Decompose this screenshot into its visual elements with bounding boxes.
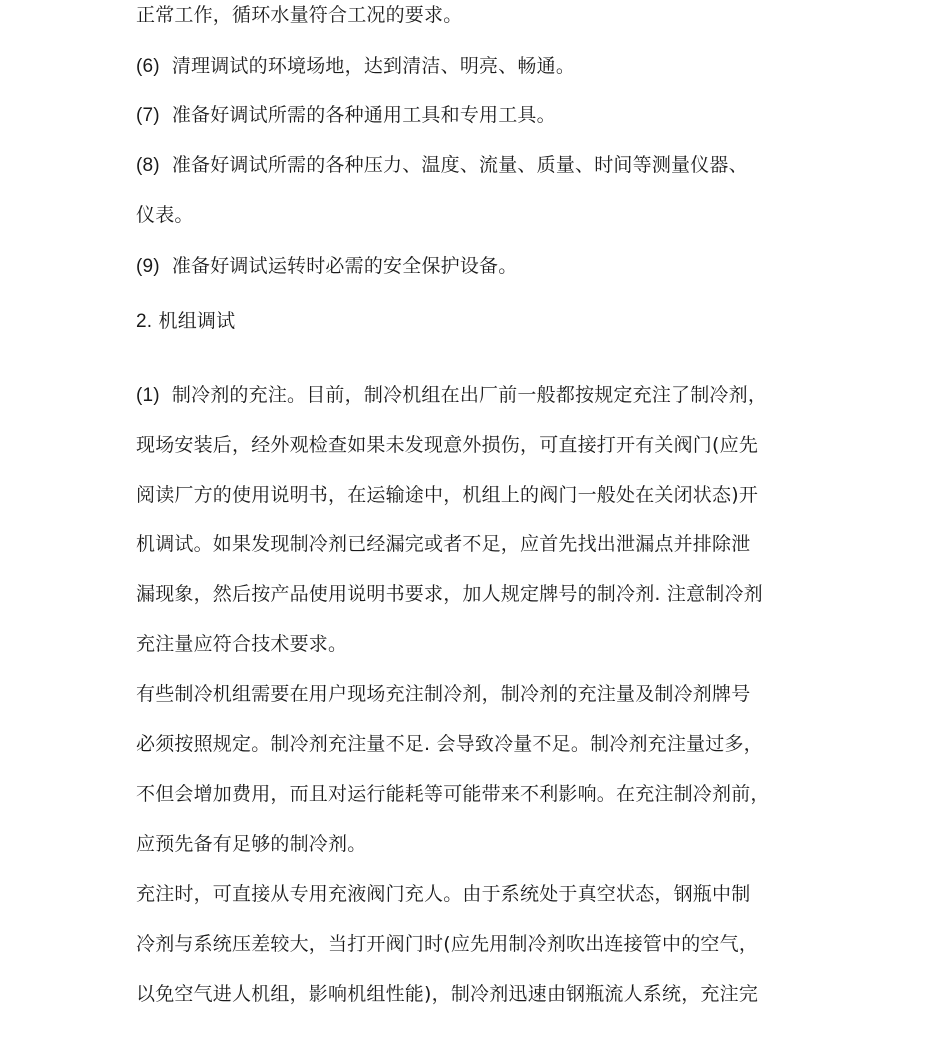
line-text: 阅读厂方的使用说明书，在运输途中，机组上的阀门一般处在关闭状态)开 xyxy=(136,484,759,506)
paragraph-line xyxy=(136,631,347,657)
line-text: 仪表。 xyxy=(136,204,194,226)
list-marker: (8) xyxy=(136,155,160,176)
line-text: 准备好调试所需的各种压力、温度、流量、质量、时间等测量仪器、 xyxy=(171,154,748,176)
line-text: 必须按照规定。制冷剂充注量不足. 会导致冷量不足。制冷剂充注量过多， xyxy=(136,733,763,755)
line-text: 现场安装后，经外观检查如果未发现意外损伤，可直接打开有关阀门(应先 xyxy=(136,434,759,456)
list-item-9 xyxy=(136,253,517,280)
line-text: 以免空气进人机组，影响机组性能)，制冷剂迅速由钢瓶流人系统，充注完 xyxy=(136,983,759,1005)
list-item-8 xyxy=(136,152,748,179)
paragraph-line xyxy=(136,581,763,607)
line-text: 有些制冷机组需要在用户现场充注制冷剂，制冷剂的充注量及制冷剂牌号 xyxy=(136,683,751,705)
list-marker: (6) xyxy=(136,56,160,77)
line-text: 正常工作，循环水量符合工况的要求。 xyxy=(136,4,463,26)
paragraph-line xyxy=(136,881,750,907)
paragraph-line xyxy=(136,202,194,228)
section-number: 2. xyxy=(136,311,153,332)
section-heading xyxy=(136,308,235,335)
line-text: 应预先备有足够的制冷剂。 xyxy=(136,833,367,855)
line-text: 充注量应符合技术要求。 xyxy=(136,633,348,655)
section-title: 机组调试 xyxy=(158,310,236,332)
list-marker: (1) xyxy=(136,385,160,406)
paragraph-line xyxy=(136,681,750,707)
list-marker: (7) xyxy=(136,105,160,126)
list-item-6 xyxy=(136,53,575,80)
line-text: 准备好调试运转时必需的安全保护设备。 xyxy=(171,255,518,277)
list-marker: (9) xyxy=(136,256,160,277)
paragraph-line xyxy=(136,432,758,458)
paragraph-line xyxy=(136,2,462,28)
paragraph-line xyxy=(136,831,366,857)
line-text: 冷剂与系统压差较大，当打开阀门时(应先用制冷剂吹出连接管中的空气， xyxy=(136,933,759,955)
line-text: 机调试。如果发现制冷剂已经漏完或者不足，应首先找出泄漏点并排除泄 xyxy=(136,533,751,555)
line-text: 准备好调试所需的各种通用工具和专用工具。 xyxy=(171,104,556,126)
line-text: 不但会增加费用，而且对运行能耗等可能带来不利影响。在充注制冷剂前， xyxy=(136,783,770,805)
paragraph-line xyxy=(136,731,763,757)
paragraph-line xyxy=(136,781,770,807)
line-text: 充注时，可直接从专用充液阀门充人。由于系统处于真空状态，钢瓶中制 xyxy=(136,883,751,905)
line-text: 漏现象，然后按产品使用说明书要求，加人规定牌号的制冷剂. 注意制冷剂 xyxy=(136,583,763,605)
list-item-7 xyxy=(136,102,556,129)
line-text: 清理调试的环境场地，达到清洁、明亮、畅通。 xyxy=(171,55,576,77)
paragraph-line xyxy=(136,931,758,957)
list-item-1 xyxy=(136,382,767,409)
paragraph-line xyxy=(136,981,758,1007)
line-text: 制冷剂的充注。目前，制冷机组在出厂前一般都按规定充注了制冷剂， xyxy=(171,384,768,406)
paragraph-line xyxy=(136,482,758,508)
paragraph-line xyxy=(136,531,750,557)
